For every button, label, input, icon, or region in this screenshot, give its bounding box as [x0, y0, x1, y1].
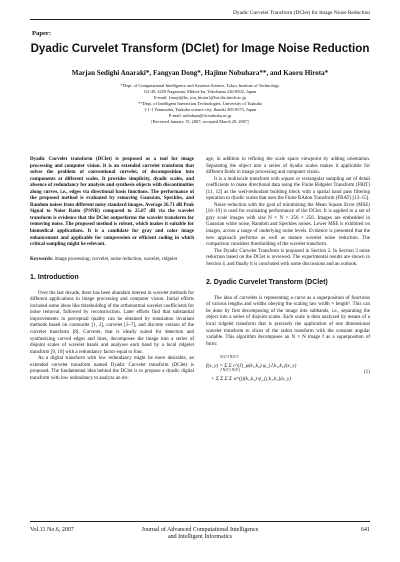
- section-heading-dclet: 2. Dyadic Curvelet Transform (DClet): [206, 279, 328, 287]
- section-heading-introduction: 1. Introduction: [30, 274, 79, 282]
- keywords: [30, 257, 194, 264]
- paper-title: Dyadic Curvelet Transform (DClet) for Image Noise Reduction: [30, 42, 370, 55]
- affiliation-line: 1-1-1 Tennoudai, Tsukuba science city, Ibaraki 305-8573, Japan: [143, 107, 257, 112]
- affiliation-line: *Dept. of Computational Intelligence and Systems Science, Tokyo Institute of Technology: [120, 83, 280, 88]
- page-number: 641: [361, 527, 370, 533]
- body-paragraph: Noise reduction with the goal of minimizing the Mean Square Error (MSE) [16–19] is used for evaluating performance of the DClet. It is applied to a set of gray scale images with size N × N = 256 × 256. Images are embedded in Gaussian white noise, Random and Speckles noises. Lower MSE is exhibited on images, across a range of underlying noise levels. Evidence is presented that the new approach performs as well as mature wavelet noise reduction. The comparison considers thresholding of the wavelet transform.: [206, 202, 370, 248]
- equation-line: + Σ Σ Σ Σ w^(j)(k₁,k₂) ψ_{j,k₁,k₂}(x, y): [211, 376, 291, 383]
- received-date: [Received January 15, 2007; accepted March 20, 2007]: [151, 119, 249, 124]
- footer-journal: [0, 527, 400, 541]
- paper-label: Paper:: [32, 30, 52, 37]
- body-paragraph: The Dyadic Curvelet Transform is proposed in Section 2. In Section 3 noise reduction based on the DClet is reviewed. The experimental results are shown in Section 4, and finally it is concluded with some discussions and an outlook.: [206, 248, 370, 267]
- equation-sum-limits: N/2^J N/2^J: [220, 355, 239, 360]
- body-paragraph: age, in addition to refining the scale space viewpoint by adding orientation. Separating the object into a series of dyadic scales makes it applicable for different fields in image processing and computer vision.: [206, 157, 370, 176]
- affiliation-line: G3-49, 4259 Nagatsuta, Midori-ku, Yokohama 226-8502, Japan: [143, 89, 257, 94]
- affiliations: [60, 83, 340, 125]
- keywords-text: image processing, curvelet, noise reduction, wavelet, ridgelet: [54, 256, 178, 262]
- right-column: [206, 157, 370, 392]
- journal-name-line: and Intelligent Informatics: [168, 534, 232, 541]
- section2-paragraph: The idea of curvelets is representing a curve as a superposition of functions of various lengths and widths obeying the scaling law width ≈ length². This can be done by first decomposing of the image into subbands, i.e., separating the object into a series of disjoint scales. Each scale is then analyzed by means of a local ridgelet transform that is precisely the application of one dimensional wavelet transform to slices of the radon transform with the constant angular variable. This algorithm decomposes an N × N image f as a superposition of form:: [206, 295, 370, 347]
- header-rule: [30, 19, 370, 20]
- authors: Marjan Sedighi Anaraki*, Fangyan Dong*, Hajime Nobuhara**, and Kaoru Hirota*: [71, 69, 329, 77]
- equation-sum-limits: J N/2^j N/2^j: [220, 368, 240, 373]
- footer-volume: Vol.11 No.6, 2007: [30, 527, 74, 533]
- equation-line: f(x, y) = Σ Σ c^(J)_φ(k₁,k₂) φ_{J,k₁,k₂}(x, y): [206, 363, 297, 370]
- running-head: Dyadic Curvelet Transform (DClet) for Image Noise Reduction: [233, 10, 370, 16]
- left-column: [30, 157, 194, 382]
- affiliation-line: E-mail: nobuhara@iit.tsukuba.ac.jp: [168, 113, 232, 118]
- affiliation-line: **Dept. of Intelligent Interaction Technologies, University of Tsukuba: [138, 101, 262, 106]
- affiliation-line: E-mail: {marji@hc, tou, hirota}@hrt.dis.titech.ac.jp: [154, 95, 246, 100]
- equation-1: [206, 352, 370, 388]
- body-paragraph: It is a multiscale transform with square or rectangular sampling set of detail coefficients to make directional data using the Finite Ridgelet Transform (FRIT) [11, 12] as the well-redundant building block with a spatial band pass filtering operation to dyadic scales that uses the Finite RAdon Transform (FRAT) [13–15].: [206, 176, 370, 202]
- footer-rule: [30, 521, 370, 522]
- abstract: Dyadic Curvelet transform (DClet) is proposed as a tool for image processing and computer vision. It is an extended curvelet transform that solves the problem of conventional curvelet, of decomposition into components at different scales. It provides simplicity, dyadic scales, and absence of redundancy for analysis and synthesis objects with discontinuities along curves, i.e., edges via directional basis functions. The performance of the proposed method is evaluated by removing Gaussian, Speckles, and Random noises from different noisy standard images. Average 26.71 dB Peak Signal to Noise Ratio (PSNR) compared to 25.87 dB via the wavelet transform is evidence that the DClet outperforms the wavelet transform for removing noise. The proposed method is robust, which makes it suitable for biomedical applications. It is a candidate for gray and color image enhancement and applicable for compression or efficient coding in which critical sampling might be relevant.: [30, 157, 194, 248]
- intro-paragraph: As a digital transform with low redundancy might be more desirable, an extended curvelet transform named Dyadic Curvelet transform (DClet) is proposed. The fundamental idea behind the DClet is to propose a dyadic digital transform with low redundancy to analyze an im-: [30, 356, 194, 381]
- keywords-label: Keywords:: [30, 256, 54, 262]
- journal-name-line: Journal of Advanced Computational Intelligence: [141, 527, 259, 533]
- intro-paragraph: Over the last decade, there has been abundant interest in wavelet methods for different applications in image processing and computer vision. Initial efforts included some ideas like thresholding of the orthonormal wavelet coefficients for noise removal, followed by reconstruction. Later efforts find that substantial improvements in perceptual quality can be obtained by translation invariant methods based on contourlet [1, 2], curvelet [3–7], and discrete version of the curvelet transform [8]. Curvelet, that is ideally suited for detection and synthesizing curved edges and lines, decomposes the image into a series of disjoint scales of wavelet bands and analyses each band by a local ridgelet transform [9, 10] with a redundancy factor equal to four.: [30, 290, 194, 355]
- equation-number: (1): [363, 369, 370, 376]
